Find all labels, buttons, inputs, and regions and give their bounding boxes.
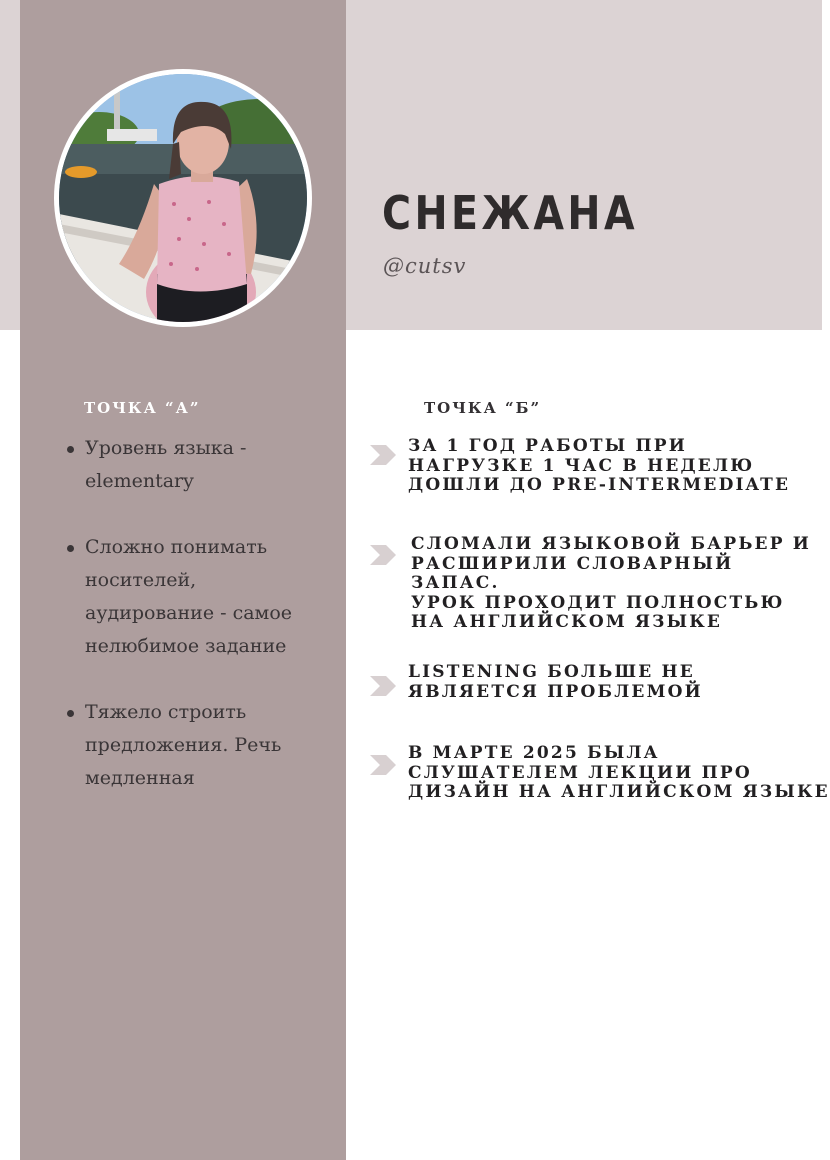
bullet-dot-icon (67, 446, 74, 453)
point-b-item-text (411, 535, 811, 633)
point-b-line: ЯВЛЯЕТСЯ ПРОБЛЕМОЙ (408, 681, 703, 702)
point-b-item-text (408, 663, 703, 702)
point-b-line: СЛОМАЛИ ЯЗЫКОВОЙ БАРЬЕР И (411, 534, 812, 554)
page-edge (822, 0, 830, 1160)
point-b-line: ЗАПАС. (411, 573, 500, 593)
point-a-list (64, 432, 334, 795)
bullet-dot-icon (67, 710, 74, 717)
point-a-item-line: Уровень языка - (85, 437, 247, 459)
point-b-line: НАГРУЗКЕ 1 ЧАС В НЕДЕЛЮ (408, 455, 755, 476)
point-a-item (64, 531, 334, 663)
avatar-photo (59, 74, 307, 322)
profile-handle: @cutsv (383, 254, 467, 278)
point-b-title: ТОЧКА “Б” (424, 399, 542, 417)
point-a-item-line: Тяжело строить (85, 701, 247, 723)
point-b-line: ДИЗАЙН НА АНГЛИЙСКОМ ЯЗЫКЕ (408, 782, 830, 802)
point-a-item-line: аудирование - самое (85, 602, 292, 624)
point-b-line: LISTENING БОЛЬШЕ НЕ (408, 662, 695, 682)
point-b-line: РАСШИРИЛИ СЛОВАРНЫЙ (411, 553, 734, 574)
point-b-line: В МАРТЕ 2025 БЫЛА (408, 743, 660, 763)
point-b-item-text (408, 437, 790, 496)
point-a-item (64, 696, 334, 795)
chevron-right-icon (370, 445, 396, 465)
point-b-line: ДОШЛИ ДО PRE-INTERMEDIATE (408, 475, 791, 495)
chevron-right-icon (370, 755, 396, 775)
profile-name: СНЕЖАНА (382, 186, 639, 240)
point-a-title: ТОЧКА “А” (84, 399, 201, 417)
point-a-item-line: предложения. Речь (85, 734, 282, 756)
point-b-line: УРОК ПРОХОДИТ ПОЛНОСТЬЮ (411, 592, 785, 613)
chevron-right-icon (370, 545, 396, 565)
point-b-line: НА АНГЛИЙСКОМ ЯЗЫКЕ (411, 612, 723, 632)
bullet-dot-icon (67, 545, 74, 552)
point-a-item (64, 432, 334, 498)
chevron-right-icon (370, 676, 396, 696)
point-b-item-text (408, 744, 830, 803)
point-a-item-line: Сложно понимать (85, 536, 268, 558)
point-a-item-line: нелюбимое задание (85, 635, 287, 657)
point-b-line: СЛУШАТЕЛЕМ ЛЕКЦИИ ПРО (408, 762, 752, 783)
point-a-item-line: медленная (85, 767, 195, 789)
point-b-line: ЗА 1 ГОД РАБОТЫ ПРИ (408, 436, 688, 456)
avatar (54, 69, 312, 327)
point-a-item-line: носителей, (85, 569, 197, 591)
point-a-item-line: elementary (85, 470, 194, 492)
